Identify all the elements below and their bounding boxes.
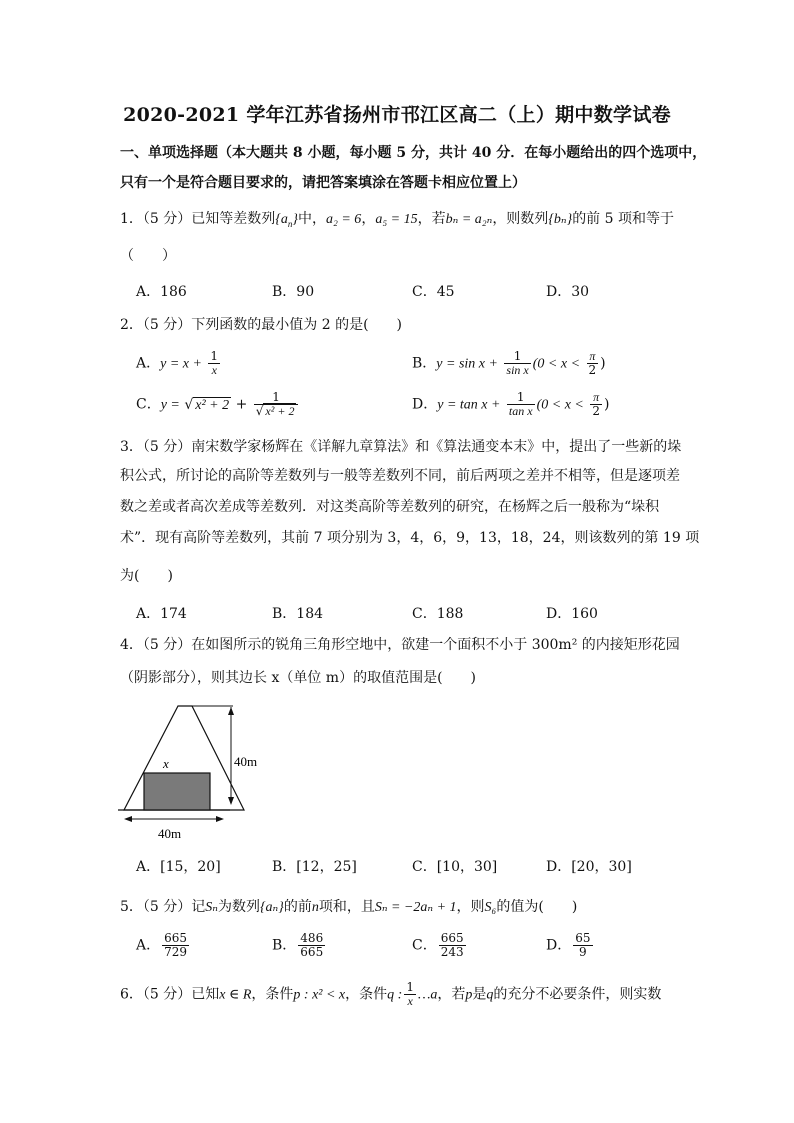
question-1-paren: （ ）	[120, 248, 176, 264]
q3-option-b[interactable]: B．184	[272, 606, 324, 622]
q3-option-c[interactable]: C．188	[412, 606, 464, 622]
q1-option-d[interactable]: D．30	[546, 284, 590, 300]
question-3-line-2: 积公式，所讨论的高阶等差数列与一般等差数列不同，前后两项之差并不相等，但是逐项差	[120, 468, 680, 484]
rectangle-garden	[144, 773, 210, 810]
question-3-line-5: 为( )	[120, 568, 173, 584]
q4-option-a[interactable]: A．[15，20]	[136, 859, 221, 875]
label-x: x	[163, 756, 169, 771]
question-3-line-4: 术”．现有高阶等差数列，其前 7 项分别为 3，4，6，9，13，18，24，则该数列的第 19 项	[120, 530, 700, 546]
height-arrow-top	[228, 707, 234, 715]
q1-option-a[interactable]: A．186	[136, 284, 187, 300]
page-title: 2020-2021 学年江苏省扬州市邗江区高二（上）期中数学试卷	[123, 104, 671, 126]
q5-option-a[interactable]: A． $\frac{665}{729}$	[136, 931, 188, 959]
q4-option-d[interactable]: D．[20，30]	[546, 859, 632, 875]
triangle-figure	[118, 700, 278, 846]
question-2-stem: 2．（5 分）下列函数的最小值为 2 的是( )	[120, 317, 402, 333]
question-3-line-3: 数之差或者高次差成等差数列．对这类高阶等差数列的研究，在杨辉之后一般称为“垛积	[120, 499, 660, 515]
label-base: 40m	[158, 826, 182, 841]
height-arrow-bottom	[228, 797, 234, 805]
question-3-line-1: 3．（5 分）南宋数学家杨辉在《详解九章算法》和《算法通变本末》中，提出了一些新的垛	[120, 439, 682, 455]
q3-option-d[interactable]: D．160	[546, 606, 598, 622]
section-header-cont: 只有一个是符合题目要求的，请把答案填涂在答题卡相应位置上）	[120, 175, 526, 191]
q1-option-c[interactable]: C．45	[412, 284, 455, 300]
label-height: 40m	[234, 754, 258, 769]
question-1-stem: 1．（5 分）已知等差数列$\{a_n\}$中，a₂ = 6，a₅ = 15，若bₙ = a₂ₙ，则数列{bₙ}的前 5 项和等于	[120, 211, 674, 229]
base-arrow-left	[124, 816, 132, 822]
q2-option-c[interactable]: C．y = √ x² + 2 + $\frac{1}{\text{√ x² + 2}}$	[136, 391, 300, 418]
question-5-stem: 5．（5 分）记Sₙ为数列{aₙ}的前n项和，且Sₙ = −2aₙ + 1，则S₆的值为( )	[120, 899, 578, 915]
q4-option-b[interactable]: B．[12，25]	[272, 859, 357, 875]
base-arrow-right	[216, 816, 224, 822]
q2-option-a[interactable]: A．y = x + $\frac{1}{x}$	[136, 349, 219, 377]
q2-option-d[interactable]: D．y = tan x + $\frac{1}{\text{tan x}}$ (0 < x < $\frac{\pi}{2}$ )	[412, 390, 610, 418]
q4-option-c[interactable]: C．[10，30]	[412, 859, 498, 875]
question-4-line-2: （阴影部分），则其边长 x（单位 m）的取值范围是( )	[120, 670, 476, 686]
q1-option-b[interactable]: B．90	[272, 284, 315, 300]
q5-option-c[interactable]: C． $\frac{665}{243}$	[412, 931, 464, 959]
q5-option-d[interactable]: D． $\frac{65}{9}$	[546, 931, 591, 959]
q2-option-b[interactable]: B．y = sin x + $\frac{1}{\text{sin x}}$ (0 < x < $\frac{\pi}{2}$ )	[412, 349, 606, 377]
q5-option-b[interactable]: B． $\frac{486}{665}$	[272, 931, 324, 959]
question-6-stem: 6．（5 分）已知x ∈ R，条件p : x² < x，条件q : $\frac{1}{x}$ …a，若p是q的充分不必要条件，则实数	[120, 980, 662, 1008]
q3-option-a[interactable]: A．174	[136, 606, 187, 622]
section-header: 一、单项选择题（本大题共 8 小题，每小题 5 分，共计 40 分．在每小题给出的四个选项中，	[120, 145, 707, 161]
question-4-line-1: 4．（5 分）在如图所示的锐角三角形空地中，欲建一个面积不小于 300m² 的内接矩形花园	[120, 637, 680, 653]
